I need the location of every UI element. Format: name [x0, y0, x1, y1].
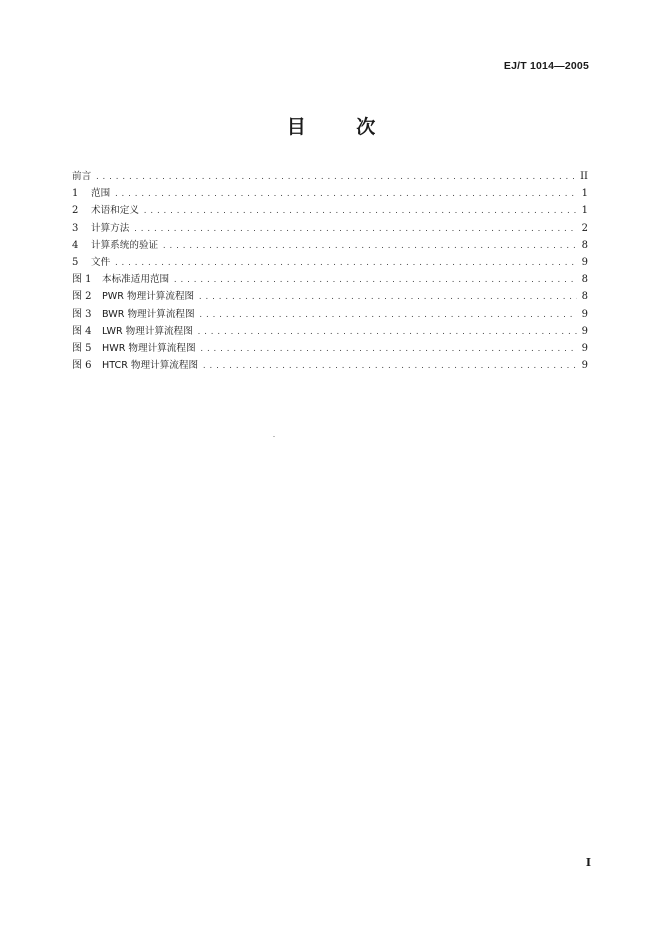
toc-entry-figure-2[interactable] — [72, 288, 588, 305]
toc-entry-number: 4 — [72, 239, 79, 251]
toc-entry-number: 图 6 — [72, 360, 92, 372]
toc-entry-page: 8 — [581, 274, 588, 286]
toc-entry-label: 计算方法 — [91, 222, 130, 234]
toc-leader-dots — [162, 238, 577, 255]
toc-entry-label: HWR 物理计算流程图 — [102, 342, 196, 354]
toc-entry-label: 术语和定义 — [91, 205, 139, 217]
toc-entry-number: 2 — [72, 205, 79, 217]
toc-entry-figure-3[interactable] — [72, 306, 588, 323]
toc-entry-number: 图 1 — [72, 274, 92, 286]
toc-entry-page: 8 — [581, 291, 588, 303]
toc-entry-page: 1 — [581, 188, 588, 200]
toc-leader-dots — [202, 358, 577, 375]
toc-leader-dots — [197, 324, 577, 341]
toc-leader-dots — [199, 307, 577, 324]
toc-entry-number: 图 2 — [72, 291, 92, 303]
toc-leader-dots — [173, 272, 577, 289]
toc-entry-label: 前言 — [72, 171, 92, 182]
toc-entry-number: 5 — [72, 256, 79, 268]
page-title: 目 次 — [286, 116, 398, 138]
standard-number: EJ/T 1014—2005 — [503, 60, 589, 72]
toc-entry-1[interactable] — [72, 185, 588, 202]
toc-entry-number: 3 — [72, 222, 79, 234]
toc-entry-3[interactable] — [72, 220, 588, 237]
toc-entry-label: 范围 — [91, 188, 111, 200]
toc-entry-4[interactable] — [72, 237, 588, 254]
toc-leader-dots — [114, 255, 577, 272]
toc-entry-page: 9 — [581, 308, 588, 320]
toc-leader-dots — [95, 169, 577, 186]
toc-entry-label: PWR 物理计算流程图 — [102, 291, 195, 303]
toc-entry-page: 9 — [581, 325, 588, 337]
toc-entry-figure-1[interactable] — [72, 271, 588, 288]
toc-leader-dots — [133, 221, 577, 238]
toc-entry-number: 图 5 — [72, 342, 92, 354]
table-of-contents — [72, 168, 588, 374]
toc-entry-figure-5[interactable] — [72, 340, 588, 357]
toc-entry-label: 文件 — [91, 256, 111, 268]
toc-entry-page: 8 — [581, 239, 588, 251]
toc-leader-dots — [200, 341, 577, 358]
toc-entry-5[interactable] — [72, 254, 588, 271]
toc-leader-dots — [198, 289, 577, 306]
toc-entry-foreword[interactable] — [72, 168, 588, 185]
scan-speck — [273, 436, 275, 437]
toc-leader-dots — [143, 203, 577, 220]
toc-entry-figure-4[interactable] — [72, 323, 588, 340]
toc-entry-2[interactable] — [72, 202, 588, 219]
toc-entry-page: 2 — [581, 222, 588, 234]
toc-entry-page: 9 — [581, 360, 588, 372]
toc-entry-figure-6[interactable] — [72, 357, 588, 374]
toc-entry-label: LWR 物理计算流程图 — [102, 325, 193, 337]
toc-entry-label: 本标准适用范围 — [102, 274, 170, 286]
toc-entry-page: 9 — [581, 256, 588, 268]
toc-entry-page: 1 — [581, 205, 588, 217]
toc-entry-number: 图 4 — [72, 325, 92, 337]
toc-entry-number: 1 — [72, 188, 79, 200]
toc-entry-label: BWR 物理计算流程图 — [102, 308, 195, 320]
toc-entry-page: II — [580, 171, 588, 182]
toc-entry-number: 图 3 — [72, 308, 92, 320]
toc-leader-dots — [114, 186, 577, 203]
toc-entry-page: 9 — [581, 342, 588, 354]
page-number: I — [585, 856, 591, 869]
toc-entry-label: 计算系统的验证 — [91, 239, 159, 251]
toc-entry-label: HTCR 物理计算流程图 — [102, 360, 199, 372]
